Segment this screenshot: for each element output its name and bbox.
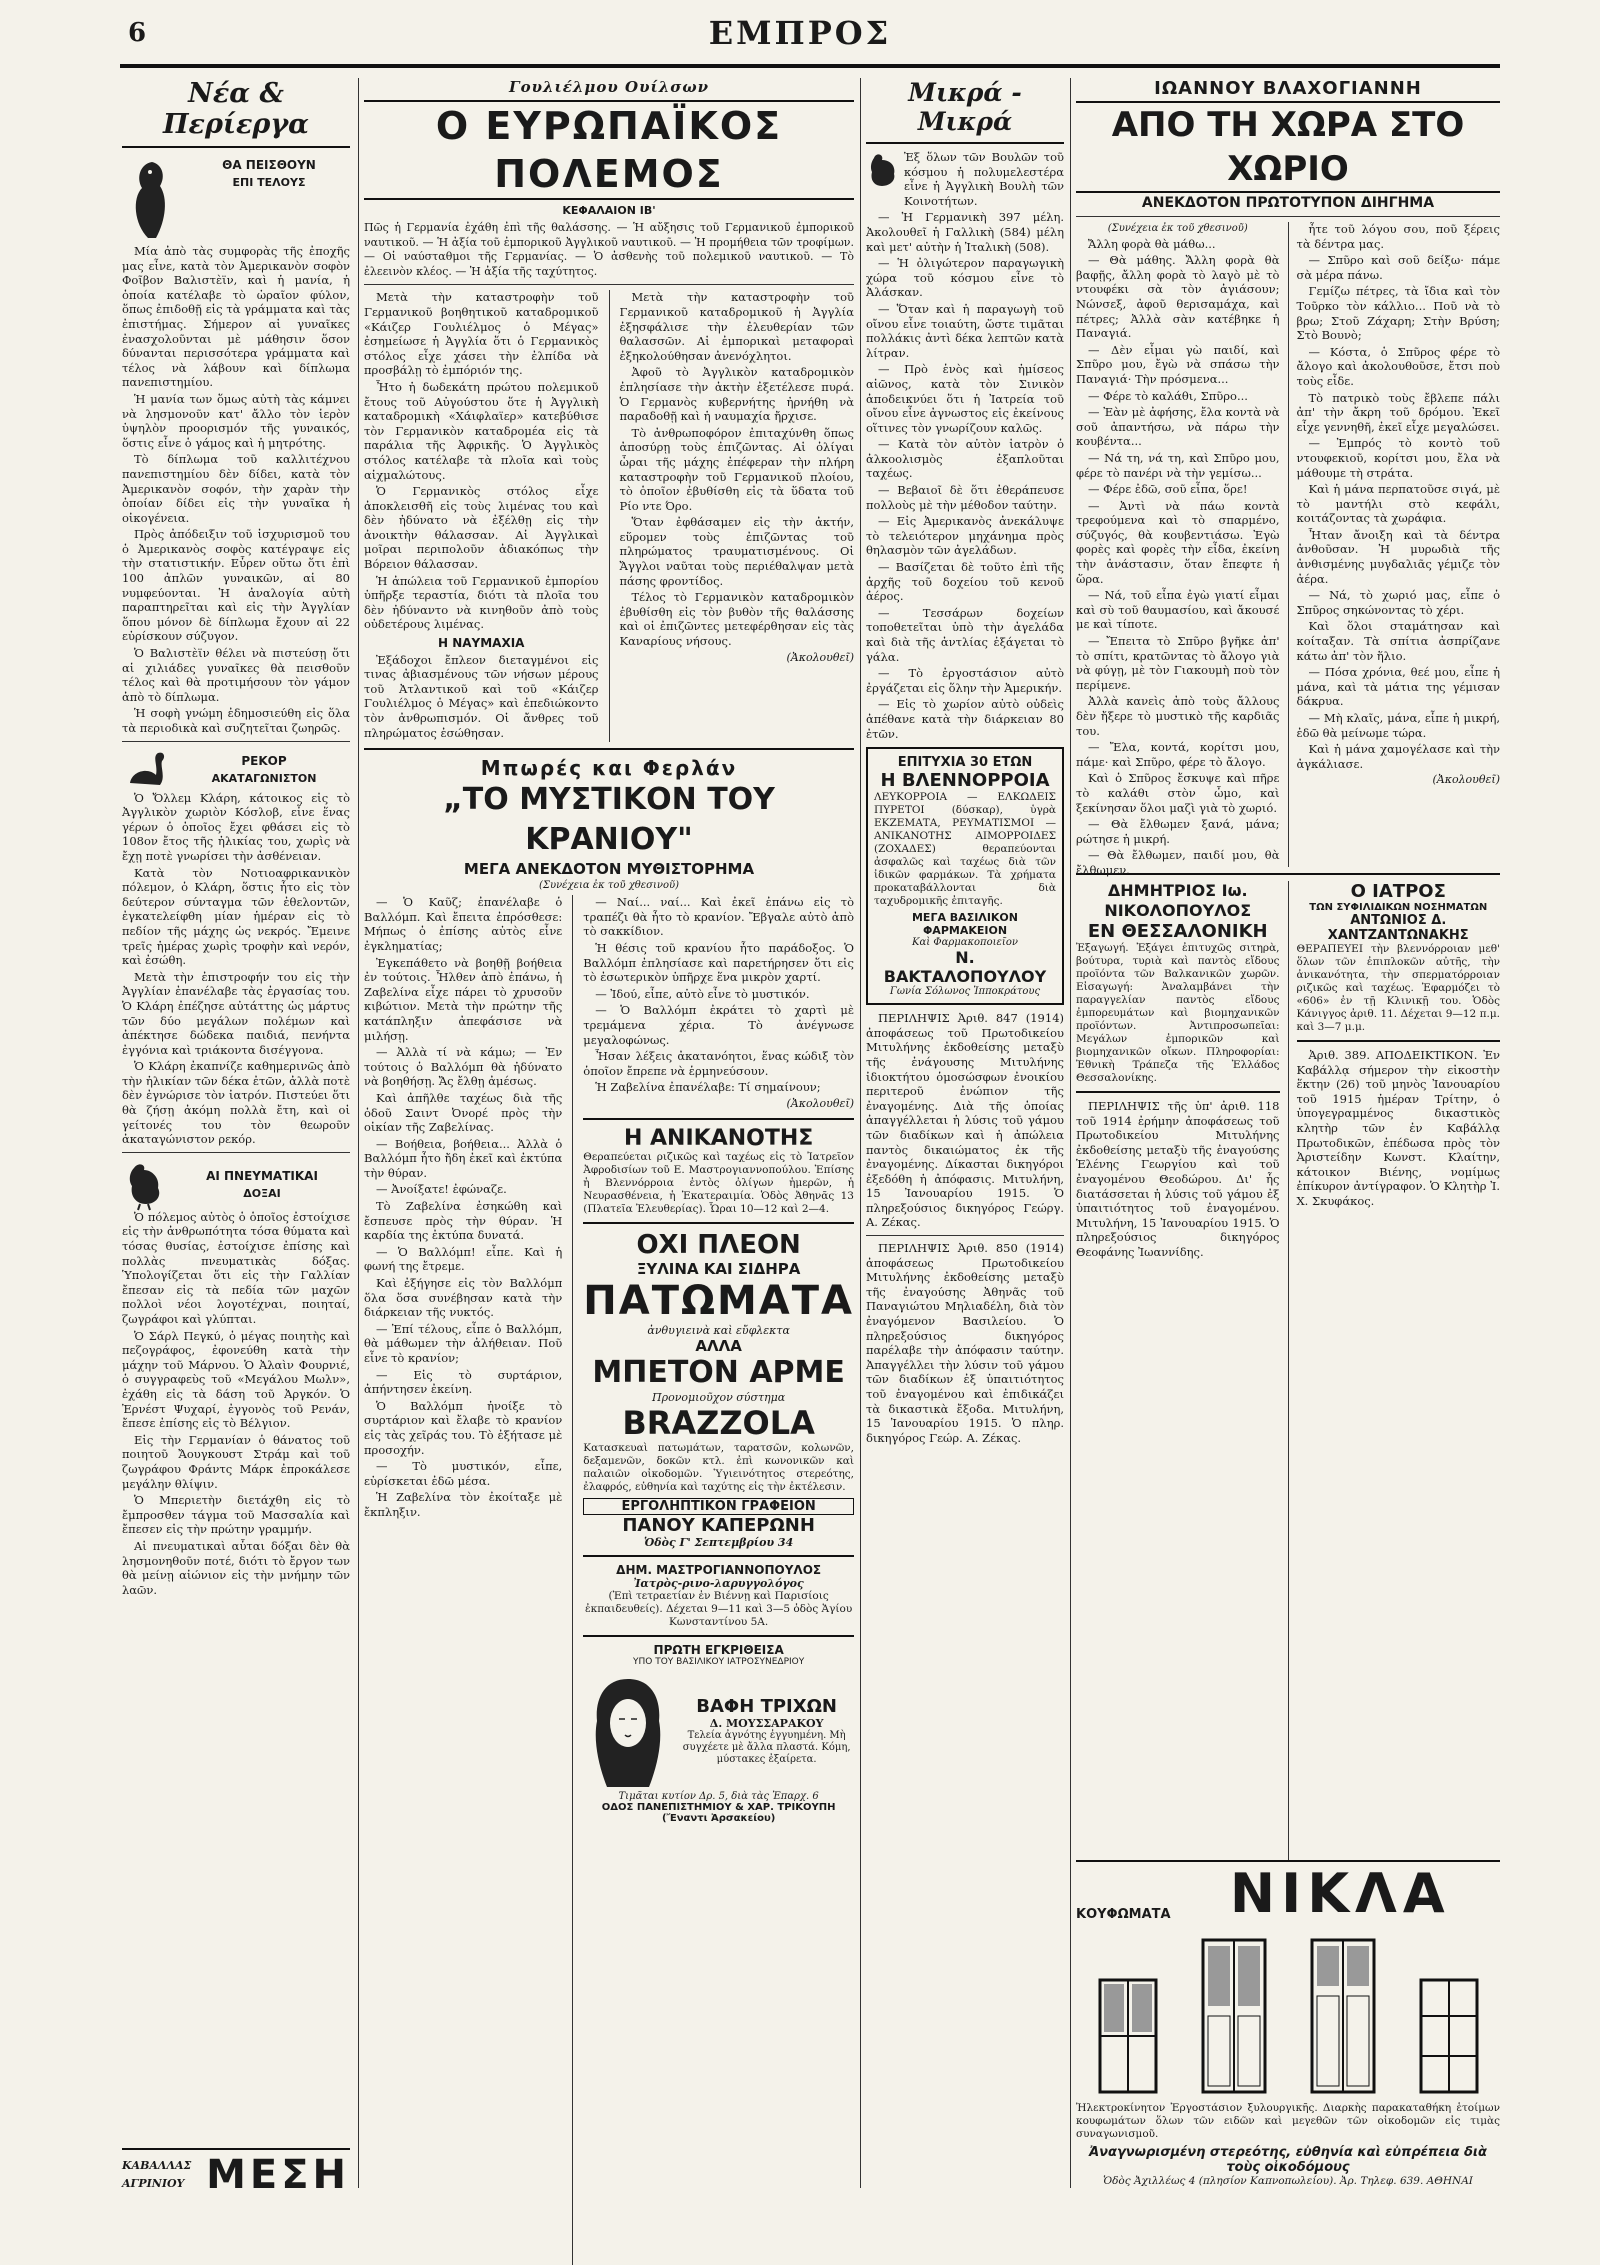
story-para: — Φέρε ἐδῶ, σοῦ εἶπα, ὅρε!	[1088, 482, 1248, 497]
story-author: ΙΩΑΝΝΟΥ ΒΛΑΧΟΓΙΑΝΝΗ	[1154, 78, 1422, 99]
story-para: — Δὲν εἶμαι γὼ παιδί, καὶ Σπῦρο μου, ἔγὼ νὰ σπάσω τὴν Παναγιά· Τὴν πρόσμενα...	[1076, 342, 1280, 386]
story-para: — Νά, τὸ χωριό μας, εἶπε ὁ Σπῦρος σηκώνοντας τὸ χέρι.	[1296, 588, 1500, 617]
ad-nikla-body: Ἠλεκτροκίνητον Ἐργοστάσιον ξυλουργικῆς. Διαρκὴς παρακαταθήκη ἑτοίμων κουφωμάτων ὅλων τῶν ειδῶν καὶ μεγεθῶν τῶν οἰκοδομῶν εἰς τιμὰς συναγωνισμοῦ.	[1076, 2102, 1500, 2140]
article-3-subtitle: ΔΟΞΑΙ	[243, 1187, 281, 1201]
ad-vafi-price: Τιμᾶται κυτίον Δρ. 5, διὰ τὰς Ἐπαρχ. 6	[618, 1790, 819, 1802]
bird-icon	[122, 154, 182, 244]
paper-name: ΕΜΠΡΟΣ	[708, 14, 892, 52]
article-1-para: Ὁ Βαλιστὲϊν θέλει νὰ πιστεύσῃ ὅτι αἱ χιλιάδες γυναῖκες θὰ πεισθοῦν τέλος καὶ θὰ προτιμήσουν τὸν γάμον ἀπὸ τὸ δίπλωμα.	[122, 646, 350, 704]
ad-anikanotis-title: Η ΑΝΙΚΑΝΟΤΗΣ	[623, 1125, 814, 1151]
small-news-para: — Κατὰ τὸν αὐτὸν ἰατρὸν ὁ ἀλκοολισμὸς ἐξαπλοῦται ταχέως.	[866, 437, 1064, 481]
door-icon	[1308, 1936, 1378, 2096]
ad-vakt-name: Η ΒΛΕΝΝΟΡΡΟΙΑ	[880, 770, 1050, 792]
story-para: — Ἐμπρός τὸ κοντὸ τοῦ ντουφεκιοῦ, κορίτσι μου, ἔλα νὰ μάθουμε τὴ στράτα.	[1296, 436, 1500, 480]
story-cont: (Συνέχεια ἐκ τοῦ χθεσινοῦ)	[1107, 223, 1248, 234]
article-1	[122, 154, 350, 736]
serial-para: — Τὸ μυστικόν, εἶπε, εὑρίσκεται ἐδῶ μέσα.	[364, 1459, 563, 1488]
story-subtitle: ΑΝΕΚΔΟΤΟΝ ΠΡΩΤΟΤΥΠΟΝ ΔΙΗΓΗΜΑ	[1141, 195, 1435, 211]
story-para: — Ἔπειτα τὸ Σπῦρο βγῆκε ἀπ' τὸ σπίτι, κρατῶντας τὸ ἄλογο γιὰ νὰ φύγῃ, μὲ τὸν Γιακουμὴ ποὺ τὸν περίμενε.	[1076, 634, 1280, 692]
story-para: — Πόσα χρόνια, θεέ μου, εἶπε ἡ μάνα, καὶ τὰ μάτια της γέμισαν δάκρυα.	[1296, 665, 1500, 709]
article-3-para: Εἰς τὴν Γερμανίαν ὁ θάνατος τοῦ ποιητοῦ Ἄουγκουστ Στράμ καὶ τοῦ ζωγράφου Φράντς Μάρκ ἐπροκάλεσε μεγάλην θλίψιν.	[122, 1432, 350, 1491]
story-para: Καὶ ὅλοι σταμάτησαν καὶ κοίταξαν. Τὰ σπίτια ἀσπρίζανε κάτω ἀπ' τὸν ἥλιο.	[1296, 619, 1500, 663]
serial-para: Ἐγκεπάθετο νὰ βοηθῇ βοήθεια ἐν τούτοις. Ἦλθεν ἀπὸ ἐπάνω, ἡ Ζαβελίνα εἶχε πάρει τὸ χρυσοῦν κιβώτιον. Μετὰ τὴν πρώτην τῆς κατάπληξιν ἀπεφάσισε νὰ μιλήσῃ.	[364, 955, 563, 1043]
article-1-para: Ἡ μανία των ὅμως αὐτὴ τὰς κάμνει νὰ λησμονοῦν κατ' ἄλλο τὸν ἱερὸν ὑψηλὸν προορισμόν τῆς γυναικός, ὅστις εἶνε ὁ γάμος καὶ ἡ μητρότης.	[122, 391, 350, 450]
war-para: Μετὰ τὴν καταστροφὴν τοῦ Γερμανικοῦ βοηθητικοῦ καταδρομικοῦ «Κάιζερ Γουλιέλμος ὁ Μέγας» ἐσημείωσε ἡ Ἀγγλία ὅτι ὁ Γερμανικὸς στόλος εἶχε χάσει τὴν ἐλπίδα νὰ προσβάλῃ τὸ ἐμπόριόν της.	[364, 290, 599, 378]
ad-brazzola-line6: ΜΠΕΤΟΝ ΑΡΜΕ	[592, 1354, 845, 1390]
ad-iatros-hd: Ο ΙΑΤΡΟΣ	[1350, 881, 1446, 902]
ad-vakt-top: ΕΠΙΤΥΧΙΑ 30 ΕΤΩΝ	[897, 755, 1033, 771]
window-icon	[1417, 1976, 1481, 2096]
divider	[583, 1555, 854, 1557]
ad-vafi-addr: ΟΔΟΣ ΠΑΝΕΠΙΣΤΗΜΙΟΥ & ΧΑΡ. ΤΡΙΚΟΥΠΗ (Ἔναντι Ἀρσακείου)	[601, 1801, 836, 1824]
serial-para: Ἡ Ζαβελίνα τὸν ἐκοίταξε μὲ ἔκπληξιν.	[364, 1490, 563, 1519]
ad-vafi-maker: Δ. ΜΟΥΣΣΑΡΑΚΟΥ	[709, 1716, 824, 1730]
ad-brazzola-brand: BRAZZOLA	[622, 1403, 815, 1442]
small-news-para: — Τὸ ἐργοστάσιον αὐτὸ ἐργάζεται εἰς ὅλην τὴν Ἀμερικήν.	[866, 666, 1064, 695]
serial-para: Ὁ Βαλλόμπ ἠνοίξε τὸ συρτάριον καὶ ἔλαβε τὸ κρανίον εἰς τὰς χεῖράς του. Τὸ ἐξήτασε μὲ προσοχήν.	[364, 1398, 563, 1457]
column-small-news	[866, 78, 1064, 2188]
small-news-para: — Βεβαιοῖ δὲ ὅτι ἐθεράπευσε πολλοὺς μὲ τὴν μέθοδον ταύτην.	[866, 483, 1064, 512]
ad-vafi-body: Τελεία ἀγνότης ἐγγυημένη. Μὴ συγχέετε μὲ ἄλλα πλαστά. Κόμη, μύστακες ἐξαίρετα.	[682, 1729, 851, 1765]
column-war	[364, 78, 854, 2188]
ad-nikla-addr: Ὁδὸς Ἀχιλλέως 4 (πλησίον Καπνοπωλείου). Ἀρ. Τηλεφ. 639. ΑΘΗΝΑΙ	[1103, 2175, 1473, 2187]
serial-para: — Ἀλλὰ τί νὰ κάμω; — Ἐν τούτοις ὁ Βαλλόμπ θὰ ἠδύνατο νὰ βοηθήσῃ. Ἄς ἔλθῃ ἀμέσως.	[364, 1045, 563, 1089]
small-news-para: — Πρὸ ἑνὸς καὶ ἡμίσεος αἰῶνος, κατὰ τὸν Σινικὸν ἀποδεικνύει ὅτι ἡ Ἰατρεία τοῦ οἴνου εἶνε ἀγνωστος εἰς ἐκείνους οἵτινες τὸν γνωρίζουν καλῶς.	[866, 362, 1064, 435]
story-para: — Κόστα, ὁ Σπῦρος φέρε τὸ ἄλογο καὶ ἀκολουθοῦσε, ἔτσι ποὺ τοὺς εἶδε.	[1296, 344, 1500, 388]
column-rule	[358, 78, 359, 2188]
article-3-title: ΑΙ ΠΝΕΥΜΑΤΙΚΑΙ	[206, 1169, 318, 1184]
divider	[866, 1235, 1064, 1236]
column-news	[122, 78, 350, 2188]
legal-notice: Ἀριθ. 389. ΑΠΟΔΕΙΚΤΙΚΟΝ. Ἐν Καβάλλᾳ σήμερον τὴν εἰκοστὴν ἕκτην (26) τοῦ μηνὸς Ἰανουαρίου τοῦ 1915 ἡμέραν Τρίτην, ὁ ὑπογεγραμμένος δικαστικὸς κλητὴρ τῶν ἐν Καβάλλᾳ Πρωτοδικῶν, ἐπέδωσα πρὸς τὸν Ἀριστείδην Κωνστ. Κλαίτην, κάτοικον Βιένης, νομίμως ἐπίκυρον ἀντίγραφον. Ὁ Κλητὴρ Ἰ. Χ. Σκυφάκος.	[1296, 1048, 1500, 1208]
footer-ad-brand: ΜΕΣΗ	[206, 2152, 350, 2198]
serial-cont: (Συνέχεια ἐκ τοῦ χθεσινοῦ)	[539, 880, 679, 892]
serial-para: Ἡ θέσις τοῦ κρανίου ἦτο παράδοξος. Ὁ Βαλλόμπ ἐπλησίασε καὶ παρετήρησεν ὅτι εἰς τὸ ἐσωτερικὸν ὑπῆρχε ἕνα μικρὸν χαρτί.	[583, 940, 854, 985]
story-para: Καὶ ἡ μάνα περπατοῦσε σιγά, μὲ τὸ μαντήλι στὸ κεφάλι, κοιτάζοντας τὰ χωράφια.	[1296, 482, 1500, 526]
ad-brazzola-line3: ΠΑΤΩΜΑΤΑ	[583, 1277, 854, 1324]
war-para: Ἦτο ἡ δωδεκάτη πρώτου πολεμικοῦ ἔτους τοῦ Αὐγούστου ὅτε ἡ Ἀγγλικὴ καταδρομικὴ «Χάιφλαϊερ» κατεβύθισε τὸν Γερμανικὸν καταδρομέα εἰς τὰ παράλια τῆς Ἀφρικῆς. Ὁ Ἀγγλικὸς στόλος κατέλαβε τὰ πλοῖα καὶ τοὺς αἰχμαλώτους.	[364, 379, 599, 482]
masthead-rule	[120, 64, 1500, 68]
small-news-para: — Ἡ ὀλιγώτερον παραγωγικὴ χώρα τοῦ κόσμου εἶνε τὸ Ἀλάσκαν.	[866, 256, 1064, 300]
divider	[583, 1222, 854, 1224]
serial-authors: Μπωρές και Φερλάν	[480, 756, 738, 781]
story-para: — Μὴ κλαῖς, μάνα, εἶπε ἡ μικρή, ἐδῶ θὰ μείνωμε τώρα.	[1296, 711, 1500, 740]
story-para: Γεμίζω πέτρες, τὰ ἴδια καὶ τὸν Τοῦρκο τὸν κάλλιο... Ποῦ νὰ τὸ βρω; Στοῦ Ζάχαρη; Στὴν Βρύση; Στὸ Βουνὸ;	[1296, 284, 1500, 343]
door-icon	[1199, 1936, 1269, 2096]
serial-subtitle: ΜΕΓΑ ΑΝΕΚΔΟΤΟΝ ΜΥΘΙΣΤΟΡΗΜΑ	[463, 860, 755, 879]
serial-para: — Ὁ Βαλλόμπ ἐκράτει τὸ χαρτὶ μὲ τρεμάμενα χέρια. Τὸ ἀνέγνωσε μεγαλοφώνως.	[583, 1003, 854, 1047]
divider	[364, 748, 854, 750]
serial-para: — Ὁ Βαλλόμπ! εἶπε. Καὶ ἡ φωνή της ἔτρεμε.	[364, 1244, 563, 1274]
small-news-para: Ἐξ ὅλων τῶν Βουλῶν τοῦ κόσμου ἡ πολυμελεστέρα εἶνε ἡ Ἀγγλικὴ Βουλὴ τῶν Κοινοτήτων.	[904, 150, 1064, 208]
ad-anikanotis	[583, 1126, 854, 1216]
rooster-icon	[122, 1158, 168, 1210]
small-news-para: — Ἡ Γερμανικὴ 397 μέλη. Ἀκολουθεῖ ἡ Γαλλικὴ (584) μέλη καὶ μετ' αὐτὴν ἡ Ἰταλικὴ (508).	[866, 210, 1064, 254]
article-2-para: Κατὰ τὸν Νοτιοαφρικανικὸν πόλεμον, ὁ Κλάρη, ὅστις ἦτο εἰς τὸν δεύτερον σύνταγμα τῶν ἐθελοντῶν, ἐγκατελείφθη μίαν ἡμέραν εἰς τὸ πεδίον τῆς μάχης ὡς νεκρός. Ἔμεινε τρεῖς ἡμέρας χωρὶς τροφὴν καὶ νερόν, καὶ ἐσώθη.	[122, 865, 350, 968]
legal-notice: ΠΕΡΙΛΗΨΙΣ Ἀριθ. 850 (1914) ἀποφάσεως Πρωτοδικείου Μιτυλήνης ἐκδοθείσης μεταξὺ τῆς ἐναγούσης Ἀθηνᾶς τοῦ Παναγιώτου Μηλιαδέλη, διὰ τὸν ἐναγόμενον Βασιλείου. Ὁ πληρεξούσιος δικηγόρος παρέλαβε τὴν ἀπόφασιν ταύτην. Ἀπαγγέλλει τὴν λύσιν τοῦ γάμου τῶν διαδίκων ἐξ ὑπαιτιότητος τοῦ ἐναγομένου καὶ ἐπιδικάζει τὰ δικαστικὰ ἔξοδα. Μιτυλήνη, 15 Ἰανουαρίου 1915. Ὁ πληρ. δικηγόρος Γεώρ. Α. Ζέκας.	[866, 1241, 1064, 1445]
ad-mastro-name: ΔΗΜ. ΜΑΣΤΡΟΓΙΑΝΝΟΠΟΥΛΟΣ	[616, 1562, 822, 1577]
ad-vafi-name: ΒΑΦΗ ΤΡΙΧΩΝ	[696, 1695, 837, 1717]
article-3	[122, 1158, 350, 1597]
story-para: — Θὰ μάθης. Ἄλλη φορὰ θὰ βαφῇς, ἄλλη φορὰ τὸ λαγὸ μὲ τὸ ντουφέκι σὰ τὸν ἀγιάσουν; Νώνσεξ, ἀφοῦ θερισαμάχα, καὶ πέτρες; Ἀλλὰ σὰν κατέβηκε ἡ Παναγιά.	[1076, 253, 1280, 341]
ad-vakt-owner: Ν. ΒΑΚΤΑΛΟΠΟΥΛΟΥ	[883, 948, 1047, 987]
footer-ad-left-bottom: ΑΓΡΙΝΙΟΥ	[122, 2177, 185, 2190]
story-para: — Ἐὰν μὲ ἀφήσης, ἔλα κοντὰ νὰ σοῦ ἀπαντήσω, νὰ πάρω τὴν κουβέντα...	[1076, 405, 1280, 449]
story-para: — Νά, τοῦ εἶπα ἐγὼ γιατί εἶμαι καὶ σὺ τοῦ θαυμασίου, καὶ ἄκουσέ με καὶ τίποτε.	[1076, 588, 1280, 632]
ad-nikolopoulos-name: ΔΗΜΗΤΡΙΟΣ Ιω. ΝΙΚΟΛΟΠΟΥΛΟΣ	[1104, 881, 1252, 920]
serial-para: Καὶ ἀπῆλθε ταχέως διὰ τῆς ὁδοῦ Σαιντ Ὀνορέ πρὸς τὴν οἰκίαν τῆς Ζαβελίνας.	[364, 1090, 563, 1135]
divider	[583, 1635, 854, 1637]
ad-vakt-body: ΛΕΥΚΟΡΡΟΙΑ — ΕΛΚΩΔΕΙΣ ΠΥΡΕΤΟΙ (δύσκαρ), ὑγρὰ ΕΚΖΕΜΑΤΑ, ΡΕΥΜΑΤΙΣΜΟΙ — ΑΝΙΚΑΝΟΤΗΣ ΑΙΜΟΡΡΟΙΔΕΣ (ΖΟΧΑΔΕΣ) θεραπεύονται ἀσφαλῶς καὶ ταχέως διὰ τῶν ἰδικῶν φαρμάκων. Τὰ χρήματα προκαταβάλλονται διὰ ταχυδρομικῆς ἐπιταγῆς.	[874, 791, 1056, 908]
ad-iatros-sub: ΤΩΝ ΣΥΦΙΛΙΔΙΚΩΝ ΝΟΣΗΜΑΤΩΝ	[1309, 902, 1488, 913]
war-para: Μετὰ τὴν καταστροφὴν τοῦ Γερμανικοῦ καταδρομικοῦ ἡ Ἀγγλία ἐξησφάλισε τὴν ἐλευθερίαν τῶν θαλασσῶν. Αἱ ἐμπορικαὶ μεταφοραὶ ἐξηκολούθησαν ἀνενόχλητοι.	[619, 290, 854, 363]
ad-brazzola-contact-addr: Ὁδὸς Γ' Σεπτεμβρίου 34	[644, 1535, 794, 1549]
ad-vafi-top: ΠΡΩΤΗ ΕΓΚΡΙΘΕΙΣΑ	[653, 1642, 784, 1657]
swan-icon	[122, 747, 172, 791]
article-3-para: Ὁ Μπεριετὴν διετάχθη εἰς τὸ ἔμπροσθεν τάγμα τοῦ Μασσαλία καὶ ἔπεσεν εἰς τὴν πρώτην γραμμήν.	[122, 1493, 350, 1537]
section-heading-small: Μικρά - Μικρά	[908, 78, 1022, 136]
small-news-para: — Ὅταν καὶ ἡ παραγωγὴ τοῦ οἴνου εἶνε τοιαύτη, ὥστε τιμᾶται πολλάκις ἀντὶ δέκα λεπτῶν κατὰ λίτραν.	[866, 301, 1064, 360]
article-2-para: Ὁ Κλάρη ἐκαπνίζε καθημερινῶς ἀπὸ τὴν ἡλικίαν τῶν δέκα ἐτῶν, ἀλλὰ ποτὲ δὲν ἐγνώρισε τὸν ἰατρόν. Πιστεύει ὅτι θὰ ζήσῃ ἀκόμη πολλὰ ἔτη, καὶ οἱ γείτονές του τὸν θεωροῦν ἀκαταγώνιστον ρεκόρ.	[122, 1059, 350, 1147]
ad-vaktalopoulos	[866, 747, 1064, 1005]
footer-ad-left-top: ΚΑΒΑΛΛΑΣ	[122, 2159, 192, 2172]
ad-anikanotis-body: Θεραπεύεται ριζικῶς καὶ ταχέως εἰς τὸ Ἰατρεῖον Ἀφροδισίων τοῦ Ε. Μαστρογιαννοπούλου. Ἐπίσης ἡ Βλεννόρροια ἐντὸς ὀλίγων ἡμερῶν, ἡ Νευρασθένεια, ἡ Ἑκατεραιμία. Ὁδὸς Ἀθηνᾶς 13 (Πλατεῖα Ἐλευθερίας). Ὧραι 10—12 καὶ 2—4.	[583, 1150, 854, 1215]
ad-brazzola-line5: ΑΛΛΑ	[695, 1336, 742, 1355]
ad-brazzola-body: Κατασκευαὶ πατωμάτων, ταρατσῶν, κολωνῶν, δεξαμενῶν, δοκῶν κτλ. ἐπὶ κωνονικῶν καὶ παλαιῶν οἰκοδομῶν. Ὑγιεινότητος στερεότης, ἐλαφρός, εὐθηνία καὶ ταχύτης εἰς τὴν ἐκτέλεσιν.	[583, 1441, 854, 1493]
legal-notice: ΠΕΡΙΛΗΨΙΣ τῆς ὑπ' ἀριθ. 118 τοῦ 1914 ἐρήμην ἀποφάσεως τοῦ Πρωτοδικείου Μιτυλήνης ἐκδοθείσης μεταξὺ τῆς ἐναγούσης Ἑλένης Γεωργίου καὶ τοῦ ἐναγομένου Θεοδώρου. Δι' ἧς διατάσσεται ἡ λύσις τοῦ γάμου ἐξ ὑπαιτιότητος τοῦ ἐναγομένου. Μιτυλήνη, 15 Ἰανουαρίου 1915. Ὁ πληρεξούσιος δικηγόρος Θεοφάνης Ἰωαννίδης.	[1076, 1099, 1280, 1259]
small-news-para: — Εἰς Ἀμερικανὸς ἀνεκάλυψε τὸ τελειότερον μηχάνημα πρὸς θηλασμὸν τῶν ἀγελάδων.	[866, 514, 1064, 558]
article-2	[122, 747, 350, 1147]
serial-para: Τὸ Ζαβελίνα ἐσηκώθη καὶ ἔσπευσε πρὸς τὴν θύραν. Ἡ καρδία της ἐκτύπα δυνατά.	[364, 1199, 563, 1243]
war-cont-note: (Ἀκολουθεῖ)	[786, 650, 854, 664]
article-3-para: Αἱ πνευματικαὶ αὗται δόξαι δὲν θὰ λησμονηθοῦν ποτέ, διότι τὸ ἔργον των θὰ μείνῃ αἰώνιον εἰς τὴν μνήμην τῶν λαῶν.	[122, 1538, 350, 1597]
divider	[122, 1152, 350, 1153]
ad-nikla-brand: ΝΙΚΛΑ	[1229, 1862, 1451, 1925]
ad-vafi-top2: ΥΠΟ ΤΟΥ ΒΑΣΙΛΙΚΟΥ ΙΑΤΡΟΣΥΝΕΔΡΙΟΥ	[633, 1656, 805, 1667]
ad-brazzola-contact-hd: ΕΡΓΟΛΗΠΤΙΚΟΝ ΓΡΑΦΕΙΟΝ	[583, 1498, 854, 1515]
serial-para: — Ἀνοίξατε! ἐφώναζε.	[376, 1182, 507, 1197]
article-2-subtitle: ΑΚΑΤΑΓΩΝΙΣΤΟΝ	[211, 772, 317, 786]
article-2-para: Μετὰ τὴν ἐπιστροφήν του εἰς τὴν Ἀγγλίαν ἐπανέλαβε τὰς ἐργασίας του. Ὁ Κλάρη ἐπέζησε αὐτάττης ὡς μάρτυς τῶν δύο μεγάλων πολέμων καὶ ἀπέκτησε δώδεκα παιδιά, πενήντα ἐγγόνια καὶ τριάκοντα δισέγγονα.	[122, 969, 350, 1057]
war-para: Ὅταν ἐφθάσαμεν εἰς τὴν ἀκτήν, εὕρομεν τοὺς ἐπιζῶντας τοῦ πληρώματος τραυματισμένους. Οἱ Ἄγγλοι ναῦται τοὺς περιέθαλψαν μετὰ πάσης φροντίδος.	[619, 515, 854, 588]
serial-para: Ἡ Ζαβελίνα ἐπανέλαβε: Τί σημαίνουν;	[595, 1080, 821, 1095]
story-para: — Ἔλα, κοντά, κορίτσι μου, πάμε· καὶ Σπῦρο, φέρε τὸ ἄλογο.	[1076, 740, 1280, 769]
war-para: Ἐξάδοχοι ἔπλεον διεταγμένοι εἰς τινας ἀβιασμένους τῶν νήσων μέρους τοῦ Ἀτλαντικοῦ καὶ τοῦ «Κάιζερ Γουλιέλμος ὁ Μέγας» καὶ ἐπεδιώκοντο τὸν ἀνθρωπισμόν. Οἱ ἄνθρες τοῦ πληρώματος ἐσώθησαν.	[364, 652, 599, 740]
ad-nikla-left: ΚΟΥΦΩΜΑΤΑ	[1076, 1907, 1171, 1922]
war-para: Τέλος τὸ Γερμανικὸν καταδρομικὸν ἐβυθίσθη εἰς τὸν βυθὸν τῆς θαλάσσης καὶ οἱ ἐπιζῶντες μετεφέρθησαν εἰς τὰς Καναρίους νήσους.	[619, 590, 854, 649]
article-3-para: Ὁ πόλεμος αὐτὸς ὁ ὁποῖος ἐστοίχισε εἰς τὴν ἀνθρωπότητα τόσα θύματα καὶ τόσας θυσίας, ἐστοίχισε ἐπίσης καὶ πολλὰς πνευματικὰς δόξας. Ὑπολογίζεται ὅτι εἰς τὴν Γαλλίαν ἔπεσαν εἰς τὰ πεδία τῶν μαχῶν πολλοὶ νέοι λογοτέχναι, ποιηταί, ζωγράφοι καὶ γλύπται.	[122, 1209, 350, 1326]
war-chapter: ΚΕΦΑΛΑΙΟΝ ΙΒ'	[562, 204, 656, 217]
serial-novel	[364, 756, 854, 2265]
ad-nikolopoulos	[1076, 881, 1280, 1085]
serial-para: — Ἐπί τέλους, εἶπε ὁ Βαλλόμπ, θὰ μάθωμεν τὴν ἀλήθειαν. Ποῦ εἶνε τὸ κρανίον;	[364, 1321, 563, 1365]
story-para: Τὸ πατρικὸ τοὺς ἔβλεπε πάλι ἀπ' τὴν ἄκρη τοῦ δρόμου. Ἐκεῖ εἶχε γεννηθῆ, ἐκεῖ εἶχε μεγαλώσει.	[1296, 390, 1500, 434]
legal-notice: ΠΕΡΙΛΗΨΙΣ Ἀριθ. 847 (1914) ἀποφάσεως τοῦ Πρωτοδικείου Μιτυλήνης ἐκδοθείσης μεταξὺ τῆς ἐνάγουσης Μιτυλήνης ἰδιοκτήτου ὁμοσώσφων ἐνοικίου περιτεροῦ ἐνώπιον τῆς ἐναγομένης. Διὰ τῆς ὁποίας ἀπαγγέλλεται ἡ λύσις τοῦ γάμου τῶν διαδίκων καὶ ἡ ἀπώλεια παντὸς δικαιώματος ἐκ τῆς ἐναγομένης. Δίκασται δικηγόροι ἐξεδόθη ἡ ἀπόφασις. Μιτυλήνη, 15 Ἰανουαρίου 1915. Ὁ πληρεξούσιος δικηγόρος Γεώργ. Α. Ζέκας.	[866, 1011, 1064, 1230]
article-1-para: Πρὸς ἀπόδειξιν τοῦ ἰσχυρισμοῦ του ὁ Ἀμερικανὸς σοφὸς κατέγραψε εἰς τὴν στατιστικήν. Εὗρεν οὕτω ὅτι ἐπὶ 100 ἀπλῶν γυναικῶν, αἱ 80 νυμφεύονται. Ἡ ἀναλογία αὐτὴ παραπτηρεῖται καὶ εἰς τὴν Ἀγγλίαν ὅπου μόνον δὲ δίπλωμα ἔχουν αἱ 22 εὐρίσκουν σύζυγον.	[122, 527, 350, 644]
serial-title: „ΤΟ ΜΥΣΤΙΚΟΝ ΤΟΥ ΚΡΑΝΙΟΥ"	[443, 782, 775, 858]
article-1-para: Τὸ δίπλωμα τοῦ καλλιτέχνου πανεπιστημίου δὲν δίδει, κατὰ τὸν Ἀμερικανὸν σοφόν, τὴν χαρὰν τὴν ὁποίαν δίδει εἰς τὴν γυναῖκα ἡ οἰκογένεια.	[122, 452, 350, 525]
column-rule	[860, 78, 861, 2188]
story-para: — Σπῦρο καὶ σοῦ δείξω· πάμε σὰ μέρα πάνω.	[1296, 253, 1500, 282]
story-para: Ἀλλὰ κανεὶς ἀπὸ τοὺς ἄλλους δὲν ἤξερε τὸ μυστικὸ τῆς καρδιᾶς του.	[1076, 694, 1280, 738]
divider	[364, 284, 854, 285]
ad-nikla	[1076, 1860, 1500, 2192]
article-1-title: ΘΑ ΠΕΙΣΘΟΥΝ	[222, 158, 316, 172]
divider	[1076, 216, 1500, 217]
ad-brazzola-line1: ΟΧΙ ΠΛΕΟΝ	[636, 1229, 801, 1260]
war-lead: Πῶς ἡ Γερμανία ἐχάθη ἐπὶ τῆς θαλάσσης. — Ἡ αὔξησις τοῦ Γερμανικοῦ ἐμπορικοῦ ναυτικοῦ. — Ἡ ἀξία τοῦ ἐμπορικοῦ Ἀγγλικοῦ ναυτικοῦ. — Ἡ προμήθεια τῶν τροφίμων. — Οἱ ναύσταθμοι τῆς Γερμανίας. — Ὁ ἀσθενὴς τοῦ πολεμικοῦ ναυτικοῦ. — Τὸ ἐλεεινὸν κλέος. — Ἡ ἀξία τῆς ταχύτητος.	[364, 221, 854, 278]
footer-ad	[122, 2148, 350, 2200]
small-news-para: — Βασίζεται δὲ τοῦτο ἐπὶ τῆς ἀρχῆς τοῦ δοχείου τοῦ κενοῦ ἀέρος.	[866, 560, 1064, 604]
serial-para: — Ναί... ναί... Καὶ ἐκεῖ ἐπάνω εἰς τὸ τραπέζι θὰ ἦτο τὸ κρανίον. Ἔβγαλε αὐτὸ ἀπὸ τὸ σακκίδιον.	[583, 895, 854, 939]
serial-para: — Βοήθεια, βοήθεια... Ἀλλὰ ὁ Βαλλόμπ ἦτο ἤδη ἐκεῖ καὶ ἐκτύπα τὴν θύραν.	[364, 1136, 563, 1180]
divider	[122, 741, 350, 742]
ad-iatros-body: ΘΕΡΑΠΕΥΕΙ τὴν βλεννόρροιαν μεθ' ὅλων τῶν ἐπιπλοκῶν αὐτῆς, τὴν ἀνικανότητα, τὴν σπερματόρροιαν ριζικῶς καὶ ταχέως. Ἐφαρμόζει τὸ «606» ἐν τῇ Κλινικῇ του. Ὁδὸς Κάνιγγος ἀριθ. 11. Δέχεται 9—12 π.μ. καὶ 3—7 μ.μ.	[1296, 943, 1500, 1033]
article-2-title: ΡΕΚΟΡ	[241, 754, 287, 769]
war-subhead: Η ΝΑΥΜΑΧΙΑ	[438, 636, 525, 651]
war-para: Ἀφοῦ τὸ Ἀγγλικὸν καταδρομικὸν ἐπλησίασε τὴν ἀκτὴν ἐξετέλεσε πυρά. Ὁ Γερμανὸς κυβερνήτης ἠρνήθη νὰ παραδοθῇ καὶ ἡ ναυμαχία ἤρχισε.	[619, 365, 854, 424]
ad-mastro-body: (Ἐπὶ τετραετίαν ἐν Βιέννῃ καὶ Παρισίοις ἐκπαιδευθείς). Δέχεται 9—11 καὶ 3—5 ὁδὸς Ἁγίου Κωνσταντίνου 5Α.	[585, 1589, 853, 1628]
ad-iatros	[1297, 881, 1501, 1034]
masthead	[0, 0, 1600, 72]
article-1-subtitle: ΕΠΙ ΤΕΛΟΥΣ	[232, 176, 306, 189]
story-para: — Θὰ ἔλθωμεν ξανά, μάνα; ρώτησε ἡ μικρή.	[1076, 817, 1280, 846]
divider	[1076, 1091, 1280, 1093]
ad-mastrogiannopoulos	[583, 1563, 854, 1629]
woman-portrait-icon	[583, 1671, 673, 1791]
serial-para: — Ἰδού, εἶπε, αὐτὸ εἶνε τὸ μυστικόν.	[595, 986, 810, 1001]
war-author: Γουλιέλμου Ουίλσων	[508, 78, 710, 96]
ad-brazzola-line7: Προνομιοῦχον σύστημα	[652, 1390, 786, 1404]
small-news-para: — Τεσσάρων δοχείων τοποθετεῖται ὑπὸ τὴν ἀγελάδα καὶ διὰ τῆς ἀντλίας ἐξάγεται τὸ γάλα.	[866, 605, 1064, 664]
small-news-para: — Εἰς τὸ χωρίον αὐτὸ οὐδεὶς ἀπέθανε κατὰ τὴν διάρκειαν 80 ἐτῶν.	[866, 697, 1064, 741]
story-para: — Νά τη, νά τη, καὶ Σπῦρο μου, φέρε τὸ πανέρι νὰ τὴν γεμίσω...	[1076, 450, 1280, 480]
war-para: Τὸ ἀνθρωποφόρον ἐπιταχύνθη ὅπως ἀποσύρῃ τοὺς ἐπιζῶντας. Αἱ ὀλίγαι ὧραι τῆς μάχης ἐπέφεραν τὴν πλήρη καταστροφὴν τοῦ Γερμανικοῦ πλοίου, τὸ ὁποῖον ἐβυθίσθη εἰς τὰ ὕδατα τοῦ Ρίο ντε Όρο.	[619, 425, 854, 513]
serial-para: Καὶ ἐξήγησε εἰς τὸν Βαλλόμπ ὅλα ὅσα συνέβησαν κατὰ τὴν διάρκειαν τῆς νυκτός.	[364, 1276, 563, 1320]
ad-nikolopoulos-city: ΕΝ ΘΕΣΣΑΛΟΝΙΚΗ	[1087, 921, 1268, 942]
ad-brazzola-line4: ἀνθυγιεινὰ καὶ εὔφλεκτα	[647, 1323, 790, 1337]
ad-vakt-shop: ΜΕΓΑ ΒΑΣΙΛΙΚΟΝ ΦΑΡΜΑΚΕΙΟΝ	[911, 911, 1018, 938]
story-para: Καὶ ἡ μάνα χαμογέλασε καὶ τὴν ἀγκάλιασε.	[1296, 742, 1500, 771]
article-2-para: Ὁ Ὄλλεμ Κλάρη, κάτοικος εἰς τὸ Ἀγγλικὸν χωριὸν Κόσλοβ, εἶνε ἕνας γέρων ὁ ὁποῖος ἔχει φθάσει εἰς τὸ 108ον ἔτος τῆς ἡλικίας του, χωρὶς νὰ ἔχῃ ποτὲ γνωρίσει τὴν ἀσθένειαν.	[122, 790, 350, 863]
story-title: ΑΠΟ ΤΗ ΧΩΡΑ ΣΤΟ ΧΩΡΙΟ	[1076, 101, 1500, 193]
story-para: — Ἀντὶ νὰ πάω κοντὰ τρεφούμενα καὶ τὸ σπαρμένο, σύζυγός, θὰ κουβεντιάσω. Ἐγὼ φορὲς καὶ φορὲς τὴν εἶδα, ἐκείνη τὴν ἀνάστασιν, ὅταν ἔπεφτε ἡ ὥρα.	[1076, 498, 1280, 586]
story-para: — Θὰ ἔλθωμεν, παιδί μου, θὰ ἔλθωμεν.	[1076, 848, 1280, 877]
war-para: Ἡ ἀπώλεια τοῦ Γερμανικοῦ ἐμπορίου ὑπῆρξε τεραστία, διότι τὰ πλοῖα του δὲν ἠδύναντο νὰ κινηθοῦν ἀπὸ τοὺς οὐδετέρους λιμένας.	[364, 573, 599, 632]
divider	[122, 146, 350, 148]
story-para: ἦτε τοῦ λόγου σου, ποῦ ξέρεις τὰ δέντρα μας.	[1296, 222, 1500, 251]
story-cont-note: (Ἀκολουθεῖ)	[1432, 773, 1500, 787]
serial-para: — Ὁ Καῦζ; ἐπανέλαβε ὁ Βαλλόμπ. Καὶ ἔπειτα ἐπρόσθεσε: Μήπως ὁ ἐπίσης αὐτὸς εἶνε ἐγκληματίας;	[364, 895, 563, 953]
ad-brazzola-line2: ΞΥΛΙΝΑ ΚΑΙ ΣΙΔΗΡΑ	[636, 1259, 801, 1278]
ad-nikolopoulos-body: Ἐξαγωγή. Ἐξάγει ἐπιτυχῶς σιτηρὰ, βούτυρα, τυριὰ καὶ παντὸς εἴδους προϊόντα τῶν Βαλκανικῶν χωρῶν. Εἰσαγωγή: Ἀναλαμβάνει τὴν παραγγελίαν παντὸς εἴδους ἐμπορευμάτων καὶ βιομηχανικῶν προϊόντων. Ἀντιπροσωπεῖαι: Μεγάλων ἐμπορικῶν καὶ βιομηχανικῶν οἴκων. Πληροφορίαι: Ἐθνικὴ Τράπεζα τῆς Ἑλλάδος Θεσσαλονίκης.	[1076, 942, 1280, 1084]
story-para: Ἄλλη φορὰ θὰ μάθω...	[1088, 236, 1216, 251]
serial-para: — Εἰς τὸ συρτάριον, ἀπήντησεν ἐκείνη.	[364, 1367, 563, 1397]
story-para: Καὶ ὁ Σπῦρος ἔσκυψε καὶ πῆρε τὸ καλάθι στὸν ὦμο, καὶ ξεκίνησαν ὅλοι μαζὶ γιὰ τὸ χωριό.	[1076, 771, 1280, 815]
divider	[1297, 1040, 1501, 1042]
ad-brazzola	[583, 1230, 854, 1549]
war-para: Ὁ Γερμανικὸς στόλος εἶχε ἀποκλεισθῆ εἰς τοὺς λιμένας του καὶ δὲν ἠδύνατο νὰ ἐξέλθῃ εἰς τὴν ἀνοικτὴν θάλασσαν. Αἱ Ἀγγλικαὶ μοῖραι περιπολοῦν ἀδιακόπως τὴν Βόρειον θάλασσαν.	[364, 484, 599, 572]
war-title: Ο ΕΥΡΩΠΑΪΚΟΣ ΠΟΛΕΜΟΣ	[364, 100, 854, 200]
ad-iatros-name: ΑΝΤΩΝΙΟΣ Δ. ΧΑΝΤΖΑΝΤΩΝΑΚΗΣ	[1327, 913, 1469, 943]
serial-para: Ἦσαν λέξεις ἀκατανόητοι, ἕνας κώδιξ τὸν ὁποῖον ἔπρεπε νὰ ἑρμηνεύσουν.	[583, 1049, 854, 1078]
ad-vakt-owner-sub: Γωνία Σόλωνος Ἱπποκράτους	[889, 986, 1041, 998]
divider	[866, 142, 1064, 144]
article-1-para: Ἡ σοφὴ γνώμη ἐδημοσιεύθη εἰς ὅλα τὰ περιοδικὰ καὶ συζητεῖται ζωηρῶς.	[122, 706, 350, 735]
column-rule	[1070, 78, 1071, 2188]
divider	[583, 1118, 854, 1120]
rooster-small-icon	[866, 150, 900, 188]
section-heading-news: Νέα & Περίεργα	[163, 78, 309, 140]
article-1-para: Μία ἀπὸ τὰς συμφορὰς τῆς ἐποχῆς μας εἶνε, κατὰ τὸν Ἀμερικανὸν σοφὸν Φοῖβον Βαλιστὲϊν, καὶ ἡ μανία, ἡ ὁποία κατέλαβε τὸ ὡραῖον φύλον, ὅπως ἐπιδοθῇ εἰς τὰ γράμματα καὶ τὰς ἐπιστήμας. Σήμερον αἱ γυναῖκες ἐνασχολοῦνται μὲ μάθησιν ὅσον δύνανται περισσότερα γράμματα καὶ τέλος νὰ λάβουν καὶ δίπλωμα πανεπιστημίου.	[122, 244, 350, 390]
story-para: — Φέρε τὸ καλάθι, Σπῦρο...	[1088, 388, 1248, 403]
ad-brazzola-contact-name: ΠΑΝΟΥ ΚΑΠΕΡΩΝΗ	[622, 1514, 815, 1536]
ad-vafi	[583, 1643, 854, 1824]
ad-nikla-tag: Ἀναγνωρισμένη στερεότης, εὐθηνία καὶ εὐπρέπεια διὰ τοὺς οἰκοδόμους	[1089, 2145, 1487, 2175]
article-3-para: Ὁ Σάρλ Πεγκύ, ὁ μέγας ποιητὴς καὶ πεζογράφος, ἐφονεύθη κατὰ τὴν μάχην τοῦ Μάρνου. Ὁ Ἀλαὶν Φουρνιέ, ὁ συγγραφεὺς τοῦ «Μεγάλου Μωλν», ἐχάθη εἰς τὰ δάση τοῦ Ἀργκόν. Ὁ Ἐρνέστ Ψυχαρί, ἐγγονὸς τοῦ Ρενάν, ἔπεσε ἐπίσης εἰς τὸ Βέλγιον.	[122, 1328, 350, 1431]
page-number: 6	[128, 18, 147, 48]
window-icon	[1096, 1976, 1160, 2096]
serial-cont-note: (Ἀκολουθεῖ)	[786, 1096, 854, 1110]
ad-vakt-owner-hd: Καὶ Φαρμακοποιεῖον	[912, 937, 1018, 949]
story-para: Ἦταν ἄνοιξη καὶ τὰ δέντρα ἀνθοῦσαν. Ἡ μυρωδιὰ τῆς ἀνθισμένης μυγδαλιᾶς γέμιζε τὸν ἀέρα.	[1296, 527, 1500, 586]
ad-mastro-title: Ἰατρὸς-ρινο-λαρυγγολόγος	[633, 1576, 804, 1590]
